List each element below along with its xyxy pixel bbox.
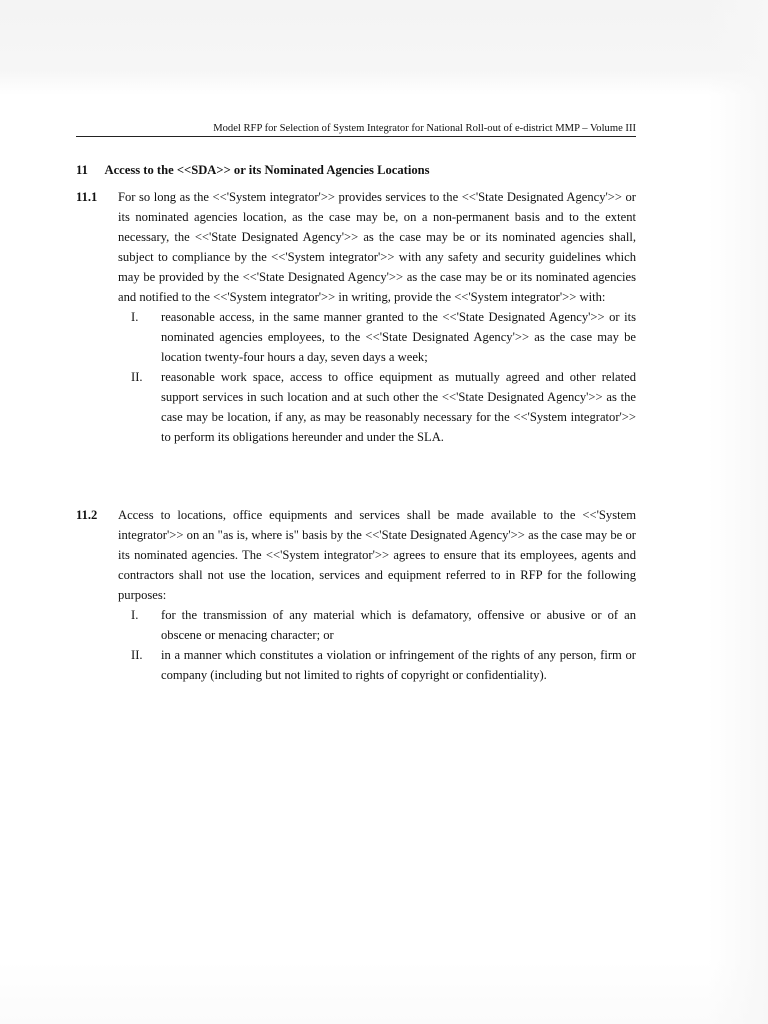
section-title: Access to the <<SDA>> or its Nominated Agencies Locations [104,163,430,177]
clause-number: 11.2 [76,508,98,522]
list-item-text: reasonable access, in the same manner granted to the <<'State Designated Agency'>> or its nominated agencies employees, to the <<'State Designated Agency'>> as the case may be location twenty-four hours a day, seven days a week; [161,310,636,364]
clause-item-list [76,605,636,685]
list-item-marker: II. [131,370,143,384]
running-header-title: Model RFP for Selection of System Integrator for National Roll-out of e-district MMP – Volume III [213,123,636,134]
section-heading [76,163,430,178]
list-item-marker: II. [131,648,143,662]
list-item [76,605,636,645]
clause-number: 11.1 [76,190,98,204]
clause-11-1 [76,187,636,447]
list-item [76,307,636,367]
clause-text: For so long as the <<'System integrator'>> provides services to the <<'State Designated Agency'>> or its nominated agencies location, as the case may be, on a non-permanent basis and to the extent necessary, the <<'State Designated Agency'>> as the case may be or its nominated agencies shall, subject to compliance by the <<'System integrator'>> with any safety and security guidelines which may be provided by the <<'State Designated Agency'>> as the case may be or its nominated agencies and notified to the <<'System integrator'>> in writing, provide the <<'System integrator'>> with: [118,190,636,304]
list-item-text: in a manner which constitutes a violation or infringement of the rights of any person, firm or company (including but not limited to rights of copyright or confidentiality). [161,648,636,682]
clause-item-list [76,307,636,447]
list-item [76,367,636,447]
list-item-text: for the transmission of any material which is defamatory, offensive or abusive or of an obscene or menacing character; or [161,608,636,642]
list-item-marker: I. [131,608,139,622]
list-item [76,645,636,685]
section-number: 11 [76,163,88,177]
list-item-text: reasonable work space, access to office equipment as mutually agreed and other related support services in such location and at such other the <<'State Designated Agency'>> as the case may be location, if any, as may be reasonably necessary for the <<'System integrator'>> to perform its obligations hereunder and under the SLA. [161,370,636,444]
running-header [76,123,636,137]
clause-text: Access to locations, office equipments and services shall be made available to the <<'System integrator'>> on an "as is, where is" basis by the <<'State Designated Agency'>> as the case may be or its nominated agencies. The <<'System integrator'>> agrees to ensure that its employees, agents and contractors shall not use the location, services and equipment referred to in RFP for the following purposes: [118,508,636,602]
clause-11-2 [76,505,636,685]
list-item-marker: I. [131,310,139,324]
page-edge-shadow [708,0,768,1024]
